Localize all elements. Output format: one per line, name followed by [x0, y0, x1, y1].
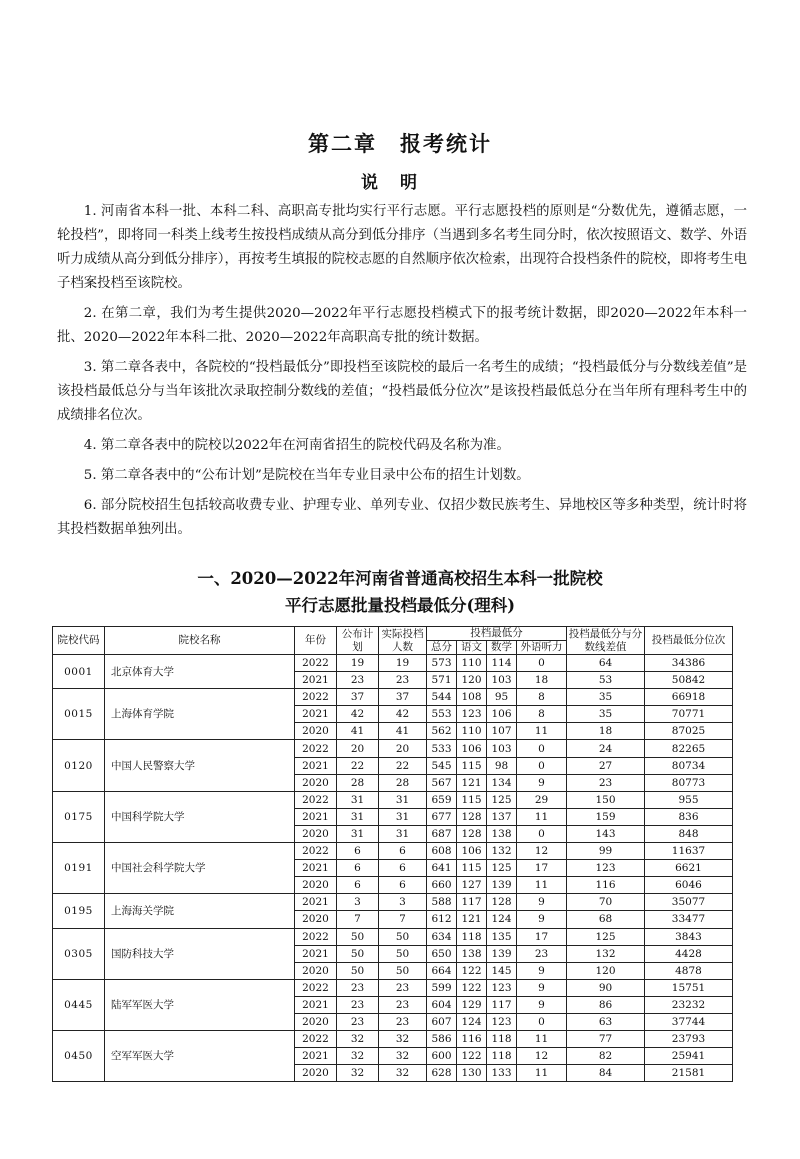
- school-name: 国防科技大学: [105, 928, 295, 979]
- cell-foreign: 8: [517, 689, 567, 706]
- school-name: 中国科学院大学: [105, 791, 295, 842]
- cell-diff: 35: [567, 706, 645, 723]
- cell-actual: 50: [379, 928, 427, 945]
- header-math: 数学: [487, 641, 517, 655]
- cell-chinese: 138: [457, 945, 487, 962]
- cell-rank: 4878: [645, 962, 733, 979]
- cell-plan: 50: [337, 928, 379, 945]
- cell-rank: 66918: [645, 689, 733, 706]
- cell-plan: 31: [337, 791, 379, 808]
- cell-chinese: 124: [457, 1013, 487, 1030]
- cell-total: 612: [427, 911, 457, 928]
- header-plan: 公布计划: [337, 627, 379, 655]
- cell-plan: 6: [337, 877, 379, 894]
- cell-total: 567: [427, 774, 457, 791]
- cell-foreign: 17: [517, 860, 567, 877]
- cell-plan: 7: [337, 911, 379, 928]
- table-row: [53, 791, 733, 808]
- cell-plan: 22: [337, 757, 379, 774]
- cell-diff: 116: [567, 877, 645, 894]
- cell-foreign: 18: [517, 672, 567, 689]
- cell-year: 2020: [295, 911, 337, 928]
- school-name: 上海海关学院: [105, 894, 295, 928]
- school-code: 0175: [53, 791, 105, 842]
- cell-chinese: 106: [457, 740, 487, 757]
- cell-chinese: 121: [457, 911, 487, 928]
- cell-actual: 20: [379, 740, 427, 757]
- cell-math: 95: [487, 689, 517, 706]
- cell-foreign: 0: [517, 757, 567, 774]
- cell-math: 132: [487, 843, 517, 860]
- note-paragraph: 2. 在第二章，我们为考生提供2020—2022年平行志愿投档模式下的报考统计数据，即2020—2022年本科一批、2020—2022年本科二批、2020—2022年高职高专批的统计数据。: [57, 306, 747, 345]
- cell-year: 2022: [295, 979, 337, 996]
- cell-chinese: 106: [457, 843, 487, 860]
- cell-actual: 19: [379, 655, 427, 672]
- cell-year: 2021: [295, 1048, 337, 1065]
- cell-foreign: 9: [517, 979, 567, 996]
- cell-rank: 21581: [645, 1065, 733, 1082]
- cell-actual: 23: [379, 996, 427, 1013]
- table-title-line1: 一、2020—2022年河南省普通高校招生本科一批院校: [197, 569, 603, 588]
- cell-rank: 80734: [645, 757, 733, 774]
- header-foreign: 外语听力: [517, 641, 567, 655]
- cell-total: 599: [427, 979, 457, 996]
- cell-diff: 82: [567, 1048, 645, 1065]
- cell-math: 125: [487, 791, 517, 808]
- cell-math: 118: [487, 1031, 517, 1048]
- cell-foreign: 9: [517, 774, 567, 791]
- cell-math: 133: [487, 1065, 517, 1082]
- cell-plan: 31: [337, 825, 379, 842]
- cell-total: 553: [427, 706, 457, 723]
- cell-foreign: 0: [517, 825, 567, 842]
- notes-section: [57, 200, 747, 548]
- cell-diff: 120: [567, 962, 645, 979]
- cell-total: 586: [427, 1031, 457, 1048]
- cell-diff: 63: [567, 1013, 645, 1030]
- cell-rank: 37744: [645, 1013, 733, 1030]
- cell-foreign: 12: [517, 843, 567, 860]
- cell-year: 2020: [295, 877, 337, 894]
- cell-year: 2022: [295, 655, 337, 672]
- cell-math: 124: [487, 911, 517, 928]
- cell-total: 607: [427, 1013, 457, 1030]
- cell-math: 145: [487, 962, 517, 979]
- cell-foreign: 0: [517, 655, 567, 672]
- cell-actual: 3: [379, 894, 427, 911]
- cell-actual: 23: [379, 1013, 427, 1030]
- header-diff: 投档最低分与分数线差值: [567, 627, 645, 655]
- cell-foreign: 11: [517, 1031, 567, 1048]
- cell-actual: 22: [379, 757, 427, 774]
- cell-foreign: 17: [517, 928, 567, 945]
- cell-plan: 41: [337, 723, 379, 740]
- school-name: 陆军军医大学: [105, 979, 295, 1030]
- school-name: 北京体育大学: [105, 655, 295, 689]
- table-row: [53, 843, 733, 860]
- cell-math: 123: [487, 1013, 517, 1030]
- cell-plan: 23: [337, 672, 379, 689]
- cell-total: 660: [427, 877, 457, 894]
- cell-foreign: 11: [517, 808, 567, 825]
- table-title-line2: 平行志愿批量投档最低分(理科): [284, 596, 516, 615]
- cell-total: 664: [427, 962, 457, 979]
- cell-rank: 50842: [645, 672, 733, 689]
- cell-plan: 31: [337, 808, 379, 825]
- cell-actual: 42: [379, 706, 427, 723]
- cell-rank: 3843: [645, 928, 733, 945]
- cell-chinese: 128: [457, 825, 487, 842]
- cell-rank: 15751: [645, 979, 733, 996]
- cell-year: 2022: [295, 689, 337, 706]
- header-min-group: 投档最低分: [427, 627, 567, 641]
- cell-plan: 6: [337, 860, 379, 877]
- cell-foreign: 29: [517, 791, 567, 808]
- cell-rank: 836: [645, 808, 733, 825]
- cell-year: 2022: [295, 1031, 337, 1048]
- cell-math: 128: [487, 894, 517, 911]
- school-code: 0305: [53, 928, 105, 979]
- school-code: 0001: [53, 655, 105, 689]
- cell-year: 2020: [295, 723, 337, 740]
- table-row: [53, 655, 733, 672]
- cell-plan: 42: [337, 706, 379, 723]
- cell-diff: 86: [567, 996, 645, 1013]
- header-year: 年份: [295, 627, 337, 655]
- cell-math: 117: [487, 996, 517, 1013]
- cell-foreign: 9: [517, 894, 567, 911]
- cell-diff: 125: [567, 928, 645, 945]
- table-title: [0, 565, 800, 619]
- cell-foreign: 9: [517, 996, 567, 1013]
- chapter-title: 第二章 报考统计: [308, 131, 492, 156]
- cell-actual: 6: [379, 843, 427, 860]
- cell-chinese: 115: [457, 791, 487, 808]
- note-paragraph: 1. 河南省本科一批、本科二科、高职高专批均实行平行志愿。平行志愿投档的原则是“分数优先，遵循志愿，一轮投档”，即将同一科类上线考生按投档成绩从高分到低分排序（当遇到多名考生同分时，依次按照语文、数学、外语听力成绩从高分到低分排序），再按考生填报的院校志愿的自然顺序依次检索，出现符合投档条件的院校，即将考生电子档案投档至该院校。: [57, 204, 747, 291]
- cell-chinese: 129: [457, 996, 487, 1013]
- cell-diff: 27: [567, 757, 645, 774]
- cell-total: 544: [427, 689, 457, 706]
- cell-rank: 4428: [645, 945, 733, 962]
- cell-plan: 32: [337, 1031, 379, 1048]
- cell-foreign: 11: [517, 1065, 567, 1082]
- cell-year: 2021: [295, 808, 337, 825]
- cell-actual: 32: [379, 1048, 427, 1065]
- cell-rank: 6046: [645, 877, 733, 894]
- cell-total: 687: [427, 825, 457, 842]
- cell-chinese: 118: [457, 928, 487, 945]
- header-name: 院校名称: [105, 627, 295, 655]
- cell-actual: 31: [379, 808, 427, 825]
- cell-plan: 19: [337, 655, 379, 672]
- cell-year: 2020: [295, 825, 337, 842]
- score-table: [52, 626, 733, 1082]
- school-code: 0450: [53, 1031, 105, 1082]
- cell-total: 677: [427, 808, 457, 825]
- table-row: [53, 894, 733, 911]
- cell-actual: 50: [379, 962, 427, 979]
- cell-total: 562: [427, 723, 457, 740]
- cell-plan: 28: [337, 774, 379, 791]
- cell-total: 588: [427, 894, 457, 911]
- table-row: [53, 740, 733, 757]
- cell-actual: 23: [379, 672, 427, 689]
- cell-total: 608: [427, 843, 457, 860]
- cell-math: 103: [487, 740, 517, 757]
- cell-year: 2020: [295, 1065, 337, 1082]
- school-name: 中国人民警察大学: [105, 740, 295, 791]
- cell-math: 103: [487, 672, 517, 689]
- cell-year: 2021: [295, 757, 337, 774]
- cell-math: 125: [487, 860, 517, 877]
- cell-year: 2022: [295, 843, 337, 860]
- cell-chinese: 127: [457, 877, 487, 894]
- cell-total: 628: [427, 1065, 457, 1082]
- cell-foreign: 0: [517, 1013, 567, 1030]
- cell-math: 134: [487, 774, 517, 791]
- cell-year: 2022: [295, 928, 337, 945]
- cell-total: 533: [427, 740, 457, 757]
- cell-total: 571: [427, 672, 457, 689]
- school-code: 0445: [53, 979, 105, 1030]
- cell-chinese: 117: [457, 894, 487, 911]
- cell-year: 2021: [295, 996, 337, 1013]
- header-actual: 实际投档人数: [379, 627, 427, 655]
- cell-rank: 955: [645, 791, 733, 808]
- cell-plan: 50: [337, 945, 379, 962]
- cell-diff: 53: [567, 672, 645, 689]
- cell-rank: 23232: [645, 996, 733, 1013]
- cell-actual: 31: [379, 791, 427, 808]
- school-code: 0195: [53, 894, 105, 928]
- cell-chinese: 110: [457, 655, 487, 672]
- header-total: 总分: [427, 641, 457, 655]
- cell-diff: 150: [567, 791, 645, 808]
- cell-diff: 84: [567, 1065, 645, 1082]
- table-row: [53, 928, 733, 945]
- school-code: 0191: [53, 843, 105, 894]
- cell-total: 634: [427, 928, 457, 945]
- cell-plan: 23: [337, 996, 379, 1013]
- school-name: 空军军医大学: [105, 1031, 295, 1082]
- cell-actual: 41: [379, 723, 427, 740]
- cell-year: 2021: [295, 945, 337, 962]
- cell-total: 650: [427, 945, 457, 962]
- cell-rank: 25941: [645, 1048, 733, 1065]
- cell-diff: 23: [567, 774, 645, 791]
- cell-diff: 99: [567, 843, 645, 860]
- cell-math: 106: [487, 706, 517, 723]
- cell-year: 2021: [295, 672, 337, 689]
- cell-actual: 32: [379, 1065, 427, 1082]
- school-name: 上海体育学院: [105, 689, 295, 740]
- cell-foreign: 9: [517, 911, 567, 928]
- cell-rank: 11637: [645, 843, 733, 860]
- cell-diff: 70: [567, 894, 645, 911]
- cell-chinese: 128: [457, 808, 487, 825]
- note-paragraph: 6. 部分院校招生包括较高收费专业、护理专业、单列专业、仅招少数民族考生、异地校区等多种类型，统计时将其投档数据单独列出。: [57, 498, 747, 537]
- cell-math: 135: [487, 928, 517, 945]
- cell-foreign: 9: [517, 962, 567, 979]
- cell-foreign: 11: [517, 723, 567, 740]
- cell-chinese: 115: [457, 860, 487, 877]
- cell-diff: 159: [567, 808, 645, 825]
- cell-rank: 82265: [645, 740, 733, 757]
- cell-diff: 143: [567, 825, 645, 842]
- cell-diff: 24: [567, 740, 645, 757]
- school-code: 0015: [53, 689, 105, 740]
- cell-math: 114: [487, 655, 517, 672]
- cell-actual: 6: [379, 877, 427, 894]
- note-paragraph: 3. 第二章各表中，各院校的“投档最低分”即投档至该院校的最后一名考生的成绩；“投档最低分与分数线差值”是该投档最低总分与当年该批次录取控制分数线的差值；“投档最低分位次”是该投档最低总分在当年所有理科考生中的成绩排名位次。: [57, 360, 747, 423]
- cell-rank: 87025: [645, 723, 733, 740]
- cell-actual: 37: [379, 689, 427, 706]
- cell-plan: 20: [337, 740, 379, 757]
- cell-diff: 18: [567, 723, 645, 740]
- cell-rank: 33477: [645, 911, 733, 928]
- table-row: [53, 979, 733, 996]
- table-body: [53, 655, 733, 1082]
- cell-chinese: 122: [457, 979, 487, 996]
- cell-plan: 6: [337, 843, 379, 860]
- cell-diff: 35: [567, 689, 645, 706]
- cell-year: 2020: [295, 962, 337, 979]
- cell-math: 98: [487, 757, 517, 774]
- cell-diff: 123: [567, 860, 645, 877]
- cell-total: 659: [427, 791, 457, 808]
- cell-math: 138: [487, 825, 517, 842]
- cell-math: 139: [487, 945, 517, 962]
- school-name: 中国社会科学院大学: [105, 843, 295, 894]
- cell-math: 139: [487, 877, 517, 894]
- cell-foreign: 0: [517, 740, 567, 757]
- cell-chinese: 108: [457, 689, 487, 706]
- cell-plan: 3: [337, 894, 379, 911]
- cell-chinese: 116: [457, 1031, 487, 1048]
- cell-total: 604: [427, 996, 457, 1013]
- table-row: [53, 1031, 733, 1048]
- cell-rank: 6621: [645, 860, 733, 877]
- cell-diff: 90: [567, 979, 645, 996]
- section-heading: 说明: [361, 173, 439, 193]
- cell-plan: 37: [337, 689, 379, 706]
- cell-plan: 32: [337, 1048, 379, 1065]
- cell-year: 2021: [295, 706, 337, 723]
- cell-actual: 6: [379, 860, 427, 877]
- cell-actual: 32: [379, 1031, 427, 1048]
- cell-plan: 50: [337, 962, 379, 979]
- cell-total: 573: [427, 655, 457, 672]
- cell-diff: 77: [567, 1031, 645, 1048]
- cell-total: 641: [427, 860, 457, 877]
- cell-plan: 32: [337, 1065, 379, 1082]
- cell-year: 2022: [295, 740, 337, 757]
- cell-chinese: 121: [457, 774, 487, 791]
- cell-plan: 23: [337, 1013, 379, 1030]
- cell-year: 2021: [295, 860, 337, 877]
- cell-chinese: 130: [457, 1065, 487, 1082]
- cell-year: 2021: [295, 894, 337, 911]
- header-rank: 投档最低分位次: [645, 627, 733, 655]
- cell-year: 2020: [295, 1013, 337, 1030]
- cell-foreign: 8: [517, 706, 567, 723]
- cell-year: 2020: [295, 774, 337, 791]
- cell-foreign: 12: [517, 1048, 567, 1065]
- cell-rank: 35077: [645, 894, 733, 911]
- cell-total: 600: [427, 1048, 457, 1065]
- school-code: 0120: [53, 740, 105, 791]
- table-header: [53, 627, 733, 655]
- cell-chinese: 120: [457, 672, 487, 689]
- cell-diff: 64: [567, 655, 645, 672]
- cell-foreign: 11: [517, 877, 567, 894]
- cell-math: 107: [487, 723, 517, 740]
- cell-total: 545: [427, 757, 457, 774]
- cell-rank: 70771: [645, 706, 733, 723]
- cell-diff: 68: [567, 911, 645, 928]
- cell-rank: 34386: [645, 655, 733, 672]
- cell-rank: 848: [645, 825, 733, 842]
- cell-actual: 28: [379, 774, 427, 791]
- header-chinese: 语文: [457, 641, 487, 655]
- cell-math: 137: [487, 808, 517, 825]
- cell-chinese: 122: [457, 1048, 487, 1065]
- note-paragraph: 5. 第二章各表中的“公布计划”是院校在当年专业目录中公布的招生计划数。: [83, 468, 530, 483]
- cell-actual: 50: [379, 945, 427, 962]
- header-code: 院校代码: [53, 627, 105, 655]
- cell-chinese: 123: [457, 706, 487, 723]
- cell-chinese: 115: [457, 757, 487, 774]
- cell-actual: 7: [379, 911, 427, 928]
- note-paragraph: 4. 第二章各表中的院校以2022年在河南省招生的院校代码及名称为准。: [83, 438, 510, 453]
- table-row: [53, 689, 733, 706]
- cell-actual: 31: [379, 825, 427, 842]
- cell-rank: 80773: [645, 774, 733, 791]
- cell-chinese: 122: [457, 962, 487, 979]
- cell-math: 118: [487, 1048, 517, 1065]
- cell-foreign: 23: [517, 945, 567, 962]
- cell-year: 2022: [295, 791, 337, 808]
- cell-math: 123: [487, 979, 517, 996]
- cell-chinese: 110: [457, 723, 487, 740]
- cell-plan: 23: [337, 979, 379, 996]
- cell-diff: 132: [567, 945, 645, 962]
- cell-actual: 23: [379, 979, 427, 996]
- cell-rank: 23793: [645, 1031, 733, 1048]
